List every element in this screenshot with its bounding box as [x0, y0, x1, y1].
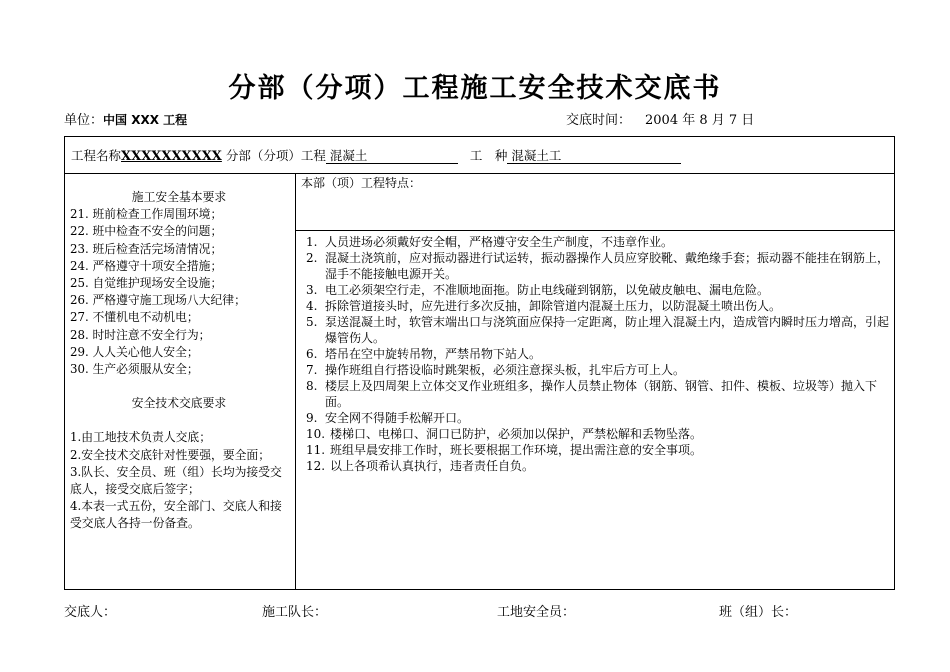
- list-item: [301, 442, 891, 458]
- basic-item: 23. 班后检查活完场清情况；: [70, 241, 223, 256]
- list-item: [301, 282, 891, 298]
- item-text: 操作班组自行搭设临时跳架板，必须注意探头板，扎牢后方可上人。: [325, 363, 686, 377]
- item-number: 8.: [306, 379, 318, 393]
- item-text: 以上各项希认真执行，违者责任自负。: [330, 459, 535, 473]
- list-item: [301, 362, 891, 378]
- unit-value: 中国 XXX 工程: [103, 113, 188, 127]
- item-text: 楼梯口、电梯口、洞口已防护，必须加以保护，严禁松解和丢物坠落。: [330, 427, 703, 441]
- basic-item: 26. 严格遵守施工现场八大纪律；: [70, 293, 246, 308]
- basic-item: 25. 自觉维护现场安全设施；: [70, 276, 223, 291]
- list-item: [301, 234, 891, 250]
- basic-item: 22. 班中检查不安全的问题；: [70, 224, 223, 239]
- list-item: [301, 458, 891, 474]
- item-number: 9.: [306, 411, 318, 425]
- trade-label: 工 种: [469, 148, 508, 163]
- item-number: 7.: [306, 363, 318, 377]
- list-item: [301, 346, 891, 362]
- basic-item: 30. 生产必须服从安全；: [70, 362, 199, 377]
- basic-requirements-title: 施工安全基本要求: [131, 190, 227, 204]
- item-number: 1.: [306, 235, 318, 249]
- item-text: 拆除管道接头时，应先进行多次反抽，卸除管道内混凝土压力，以防混凝土喷出伤人。: [325, 299, 782, 313]
- subitem-label: 分部（分项）工程: [225, 148, 326, 163]
- date-line: [566, 109, 754, 128]
- project-label: 工程名称: [71, 148, 122, 163]
- date-value: 2004 年 8 月 7 日: [645, 113, 755, 128]
- team-leader-signature-label: 施工队长：: [262, 605, 328, 620]
- disclosure-item: 4.本表一式五份，安全部门、交底人和接受交底人各持一份备查。: [70, 499, 282, 531]
- item-number: 10.: [306, 427, 326, 441]
- item-text: 楼层上及四周架上立体交叉作业班组多，操作人员禁止物体（钢筋、钢管、扣件、模板、垃圾等）抛入下面。: [325, 379, 878, 409]
- discloser-signature-label: 交底人：: [64, 605, 117, 620]
- list-item: [301, 314, 891, 346]
- item-text: 班组早晨安排工作时，班长要根据工作环境，提出需注意的安全事项。: [330, 443, 703, 457]
- item-number: 2.: [306, 251, 318, 265]
- list-item: [301, 410, 891, 426]
- item-text: 混凝土浇筑前，应对振动器进行试运转，振动器操作人员应穿胶靴、戴绝缘手套；振动器不能挂在钢筋上，湿手不能接触电源开关。: [325, 251, 890, 281]
- disclosure-item: 3.队长、安全员、班（组）长均为接受交底人，接受交底后签字；: [70, 464, 282, 497]
- item-number: 11.: [306, 443, 326, 457]
- safety-officer-signature-label: 工地安全员：: [497, 605, 576, 620]
- item-number: 6.: [306, 347, 318, 361]
- item-number: 5.: [306, 315, 318, 329]
- unit-line: [64, 109, 187, 128]
- disclosure-item: 1.由工地技术负责人交底；: [70, 430, 212, 445]
- item-number: 4.: [306, 299, 318, 313]
- form-table: [64, 136, 895, 590]
- item-text: 塔吊在空中旋转吊物，严禁吊物下站人。: [325, 347, 542, 361]
- item-text: 人员进场必须戴好安全帽，严格遵守安全生产制度，不违章作业。: [325, 235, 674, 249]
- date-label: 交底时间：: [566, 113, 632, 128]
- spacer: [70, 412, 288, 429]
- list-item: [301, 298, 891, 314]
- basic-item: 21. 班前检查工作周围环境；: [70, 207, 223, 222]
- group-leader-signature-label: 班（组）长：: [719, 605, 798, 620]
- trade-value: 混凝土工: [507, 149, 681, 164]
- features-divider: [295, 230, 894, 231]
- basic-item: 29. 人人关心他人安全；: [70, 344, 199, 359]
- item-number: 12.: [306, 459, 326, 473]
- disclosure-item: 2.安全技术交底针对性要强，要全面；: [70, 447, 271, 462]
- column-divider: [295, 173, 296, 589]
- document-title: 分部（分项）工程施工安全技术交底书: [228, 73, 722, 104]
- left-column: [70, 189, 288, 533]
- row-divider: [65, 173, 894, 174]
- subitem-value: 混凝土: [326, 149, 458, 164]
- disclosure-requirements-title: 安全技术交底要求: [131, 396, 227, 411]
- list-item: [301, 250, 891, 282]
- features-label: 本部（项）工程特点：: [301, 176, 422, 190]
- basic-item: 28. 时时注意不安全行为；: [70, 327, 211, 342]
- list-item: [301, 426, 891, 442]
- list-item: [301, 378, 891, 410]
- safety-items-list: [301, 234, 891, 474]
- item-text: 泵送混凝土时，软管末端出口与浇筑面应保持一定距离，防止埋入混凝土内，造成管内瞬时压力增高，引起爆管伤人。: [325, 315, 890, 345]
- item-number: 3.: [306, 283, 318, 297]
- unit-label: 单位：: [64, 113, 104, 128]
- project-row: [71, 146, 681, 164]
- spacer: [70, 378, 288, 395]
- item-text: 电工必须架空行走，不准顺地面拖。防止电线碰到钢筋，以免破皮触电、漏电危险。: [325, 283, 770, 297]
- basic-item: 24. 严格遵守十项安全措施；: [70, 258, 223, 273]
- basic-item: 27. 不懂机电不动机电；: [70, 310, 199, 325]
- item-text: 安全网不得随手松解开口。: [325, 411, 470, 425]
- project-value: XXXXXXXXXX: [121, 149, 222, 164]
